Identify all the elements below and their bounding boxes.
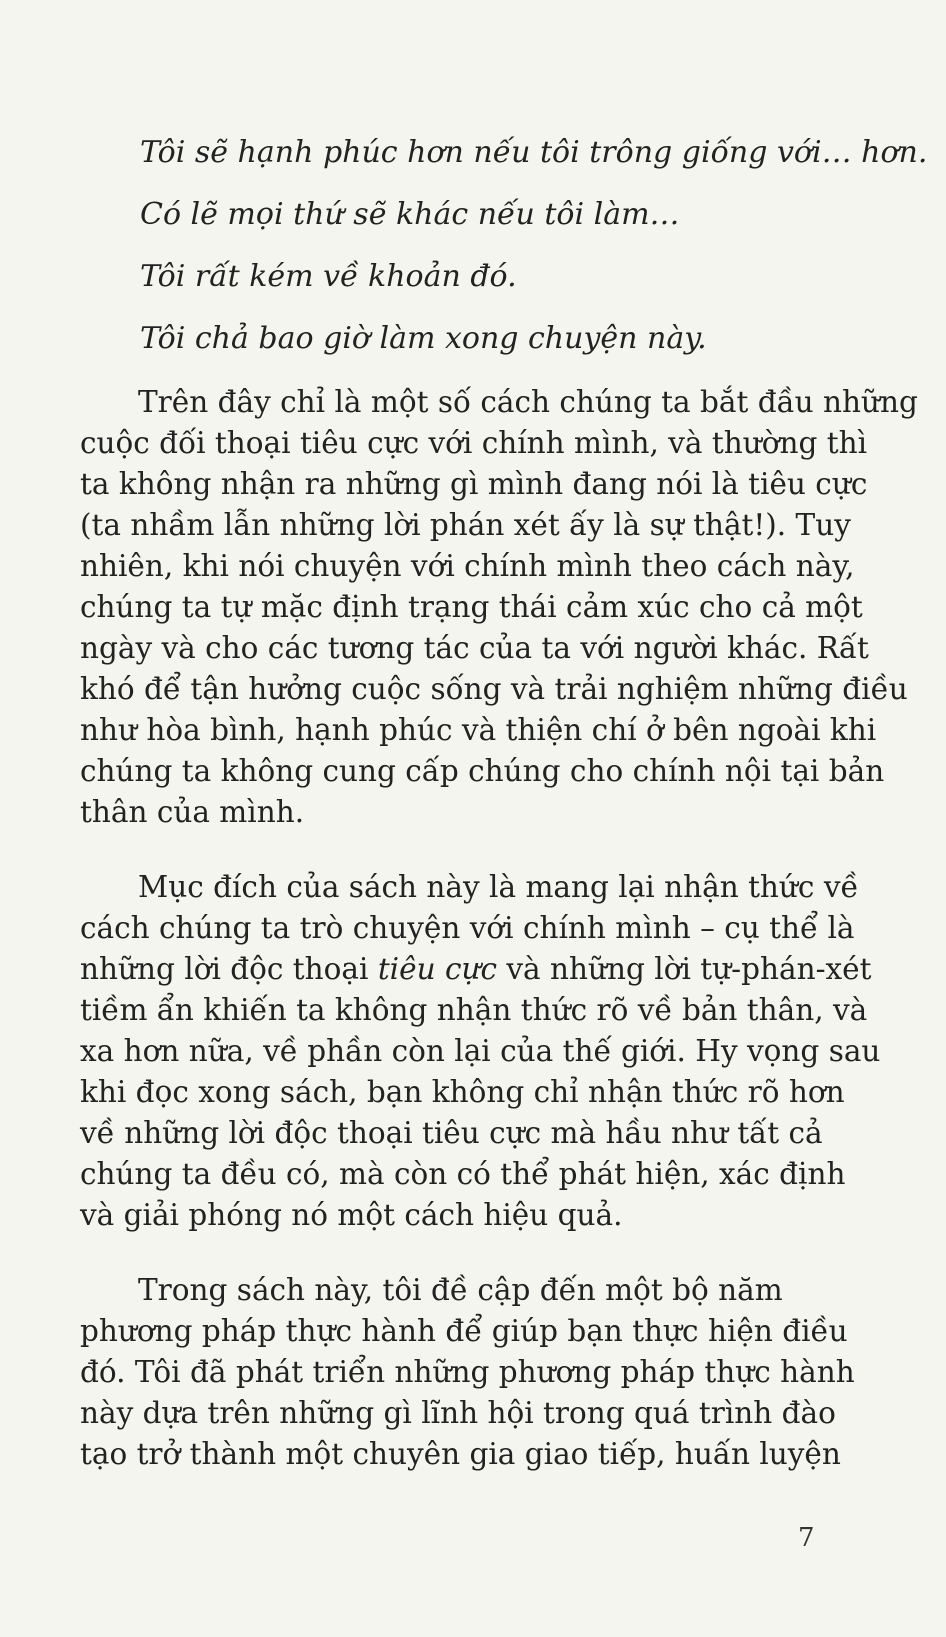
text-segment: những lời độc thoại (80, 952, 378, 986)
paragraph-3 (80, 1270, 855, 1475)
text-line: cách chúng ta trò chuyện với chính mình – cụ thể là (80, 911, 855, 945)
text-line: khi đọc xong sách, bạn không chỉ nhận thức rõ hơn (80, 1075, 845, 1109)
italic-quote-line: Tôi sẽ hạnh phúc hơn nếu tôi trông giống với… hơn. (140, 135, 928, 170)
text-line: phương pháp thực hành để giúp bạn thực hiện điều (80, 1314, 848, 1348)
text-line: như hòa bình, hạnh phúc và thiện chí ở bên ngoài khi (80, 713, 877, 747)
italic-quote-line: Có lẽ mọi thứ sẽ khác nếu tôi làm… (140, 197, 680, 232)
text-line: tạo trở thành một chuyên gia giao tiếp, huấn luyện (80, 1437, 841, 1471)
text-line: này dựa trên những gì lĩnh hội trong quá trình đào (80, 1396, 836, 1430)
text-line: xa hơn nữa, về phần còn lại của thế giới. Hy vọng sau (80, 1034, 881, 1068)
text-line-mixed (80, 949, 872, 990)
text-line: ta không nhận ra những gì mình đang nói là tiêu cực (80, 467, 868, 501)
text-line: cuộc đối thoại tiêu cực với chính mình, và thường thì (80, 426, 868, 460)
text-line: chúng ta không cung cấp chúng cho chính nội tại bản (80, 754, 885, 788)
text-segment: và những lời tự-phán-xét (497, 952, 872, 986)
text-line: chúng ta đều có, mà còn có thể phát hiện, xác định (80, 1157, 846, 1191)
text-line: ngày và cho các tương tác của ta với người khác. Rất (80, 631, 869, 665)
italic-emphasis: tiêu cực (377, 952, 497, 986)
text-line: (ta nhầm lẫn những lời phán xét ấy là sự thật!). Tuy (80, 508, 851, 542)
text-line: nhiên, khi nói chuyện với chính mình theo cách này, (80, 549, 855, 583)
page-number: 7 (798, 1523, 815, 1553)
text-line: Trong sách này, tôi đề cập đến một bộ năm (138, 1273, 783, 1307)
text-line: và giải phóng nó một cách hiệu quả. (80, 1198, 623, 1232)
text-line: chúng ta tự mặc định trạng thái cảm xúc cho cả một (80, 590, 863, 624)
text-line: Mục đích của sách này là mang lại nhận thức về (138, 870, 859, 904)
italic-quote-line: Tôi rất kém về khoản đó. (140, 259, 517, 294)
paragraph-2 (80, 867, 881, 1236)
italic-quotes (140, 122, 928, 370)
text-line: tiềm ẩn khiến ta không nhận thức rõ về bản thân, và (80, 993, 868, 1027)
italic-quote-line: Tôi chả bao giờ làm xong chuyện này. (140, 321, 707, 356)
text-line: đó. Tôi đã phát triển những phương pháp thực hành (80, 1355, 855, 1389)
body-text (80, 382, 918, 1509)
text-line: Trên đây chỉ là một số cách chúng ta bắt đầu những (138, 385, 918, 419)
text-line: về những lời độc thoại tiêu cực mà hầu như tất cả (80, 1116, 823, 1150)
text-line: khó để tận hưởng cuộc sống và trải nghiệm những điều (80, 672, 908, 706)
paragraph-1 (80, 382, 918, 833)
text-line: thân của mình. (80, 795, 305, 829)
